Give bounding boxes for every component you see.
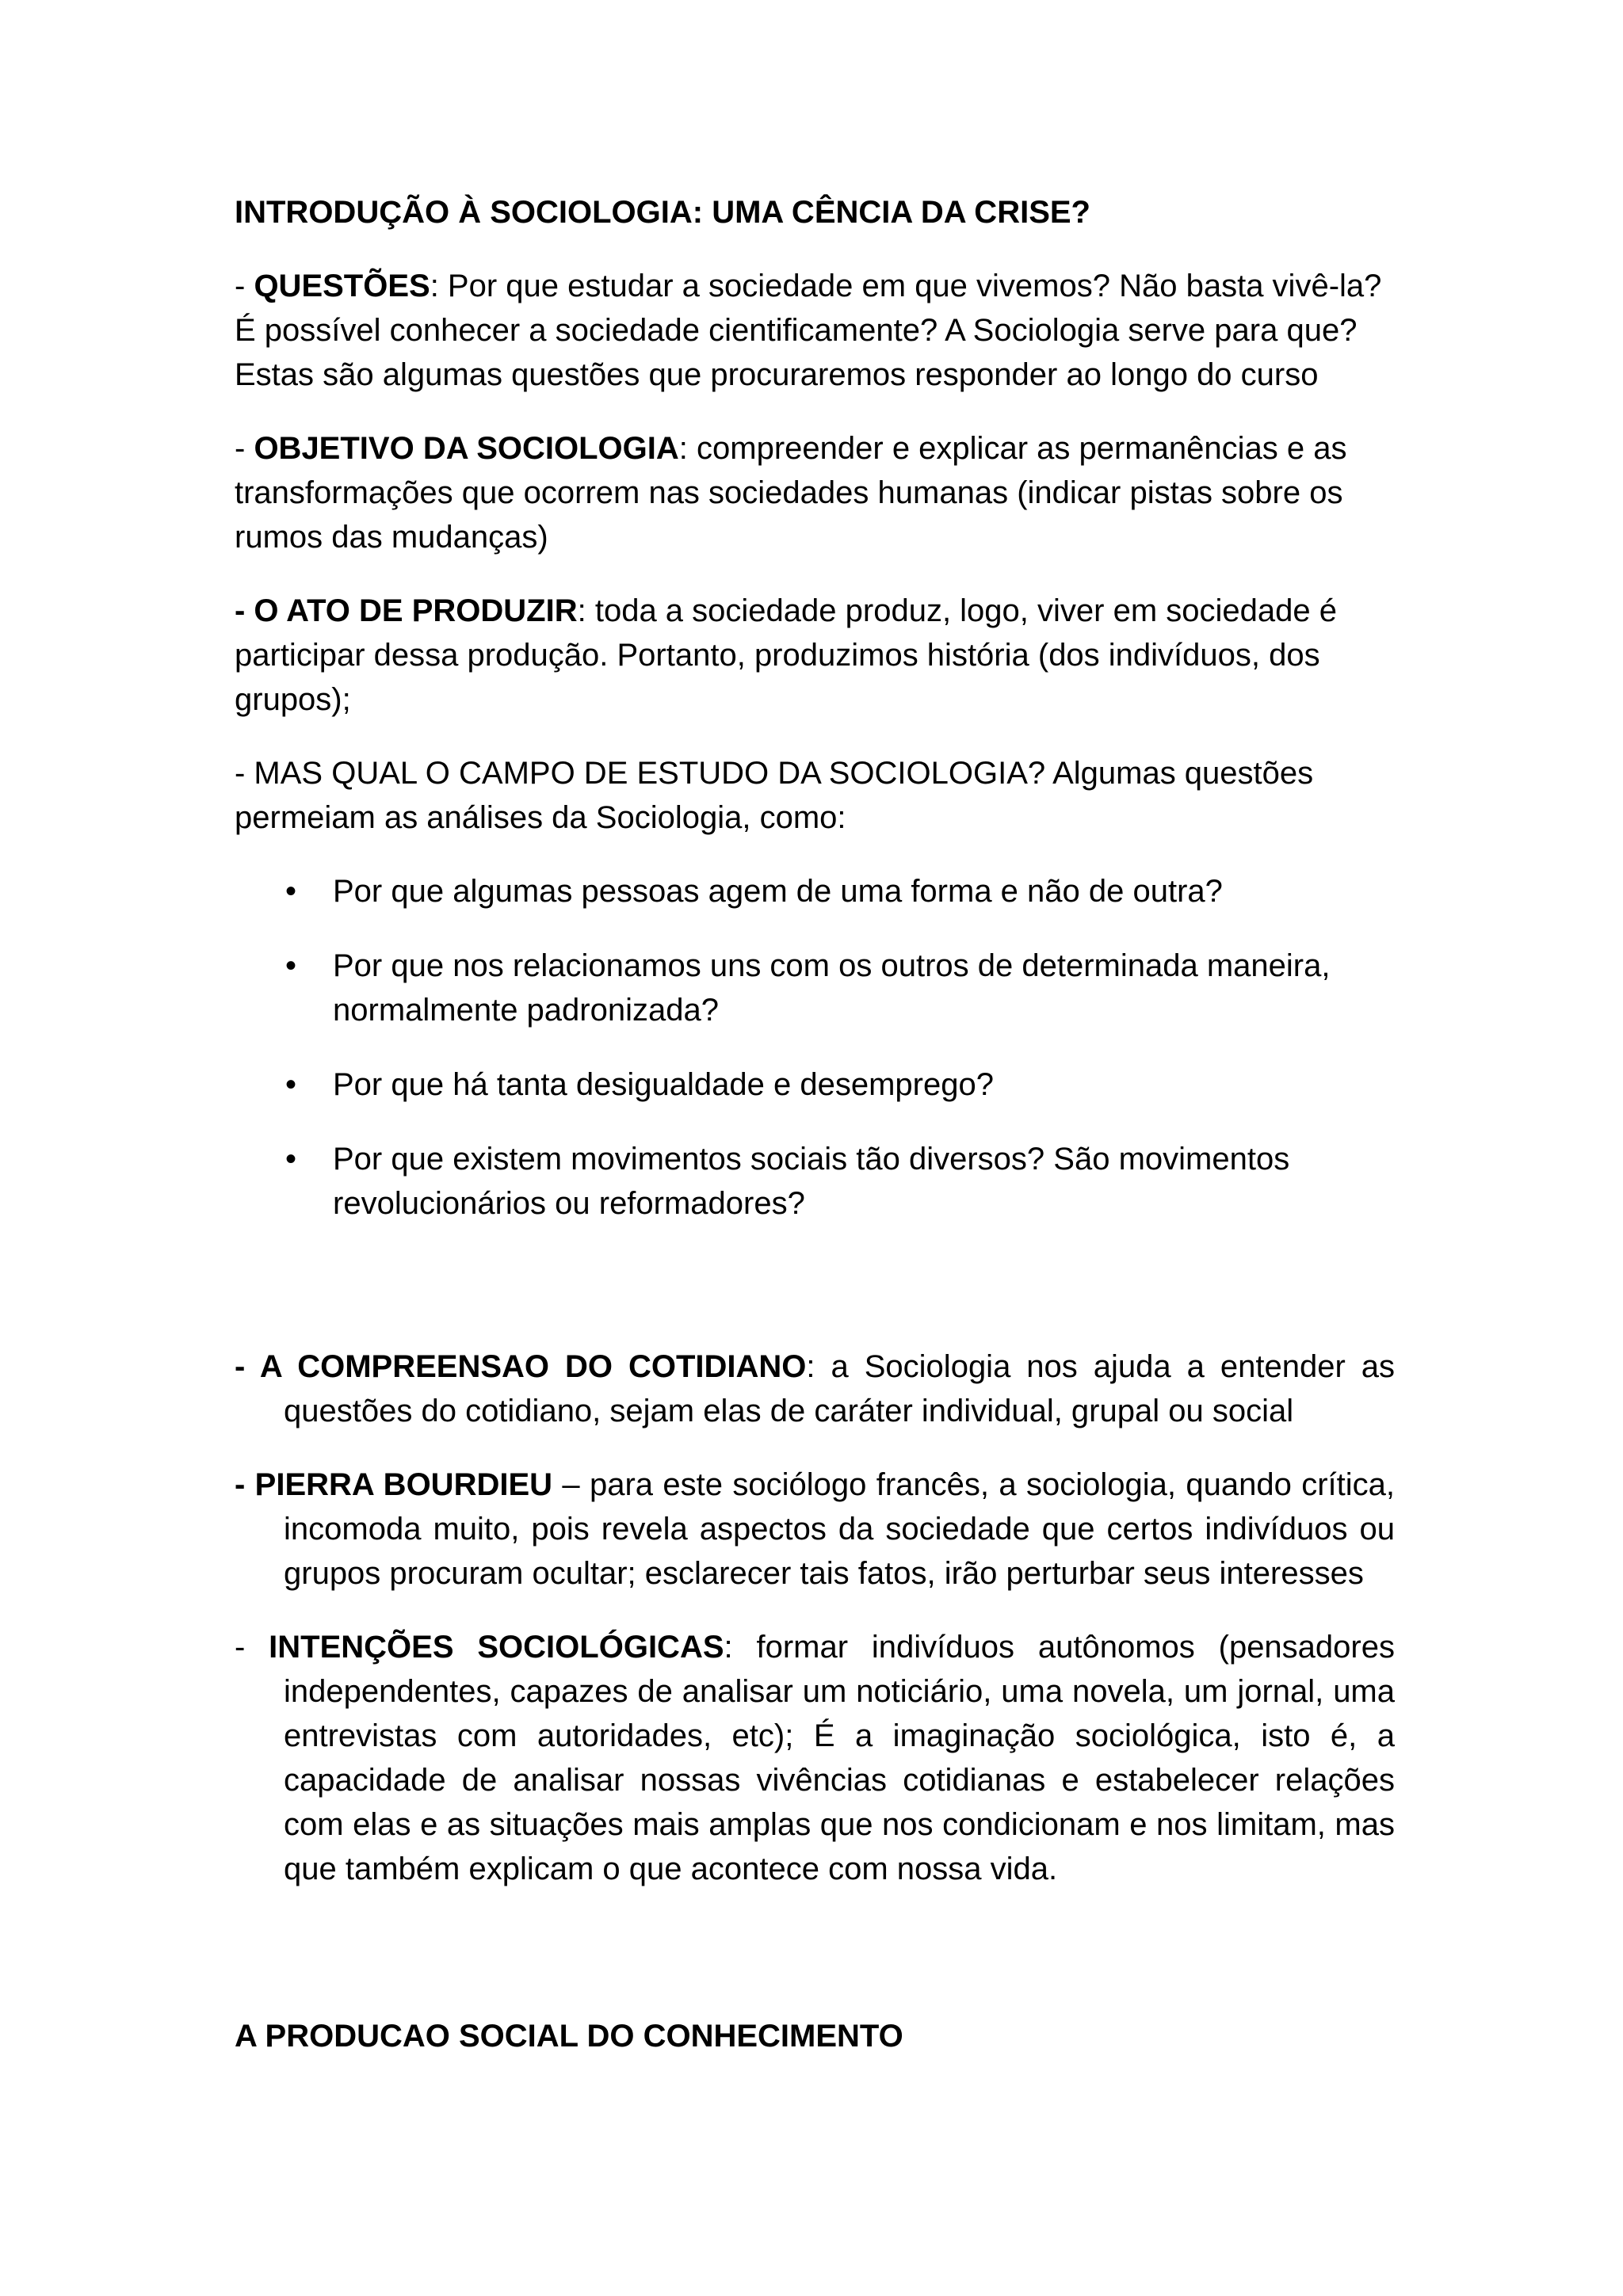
bullet-icon: • xyxy=(285,1067,297,1102)
list-item-text: Por que existem movimentos sociais tão diversos? São movimentos revolucionários ou reformadores? xyxy=(333,1142,1290,1221)
paragraph-ato-de-produzir xyxy=(235,589,1395,722)
paragraph-bourdieu xyxy=(235,1463,1395,1596)
spacer xyxy=(235,1256,1395,1344)
objetivo-prefix: - xyxy=(235,431,254,466)
spacer xyxy=(235,1920,1395,2014)
paragraph-cotidiano xyxy=(235,1344,1395,1433)
list-item-text: Por que nos relacionamos uns com os outros de determinada maneira, normalmente padronizada? xyxy=(333,948,1331,1028)
paragraph-objetivo xyxy=(235,426,1395,559)
bullet-icon: • xyxy=(285,948,297,983)
questoes-prefix: - xyxy=(235,269,254,303)
objetivo-label: OBJETIVO DA SOCIOLOGIA xyxy=(254,431,679,466)
questoes-text: : Por que estudar a sociedade em que vivemos? Não basta vivê-la? É possível conhecer a sociedade cientificamente? A Sociologia serve para que? Estas são algumas questões que procuraremos responder ao longo do curso xyxy=(235,269,1382,392)
list-item xyxy=(235,869,1395,913)
paragraph-intencoes xyxy=(235,1625,1395,1891)
questions-list xyxy=(235,869,1395,1226)
list-item xyxy=(235,944,1395,1032)
page-title: INTRODUÇÃO À SOCIOLOGIA: UMA CÊNCIA DA CRISE? xyxy=(235,195,1090,230)
intencoes-label: INTENÇÕES SOCIOLÓGICAS xyxy=(269,1630,724,1665)
objetivo-text: : compreender e explicar as permanências e as transformações que ocorrem nas sociedades humanas (indicar pistas sobre os rumos das mudanças) xyxy=(235,431,1347,555)
intencoes-text: : formar indivíduos autônomos (pensadores independentes, capazes de analisar um noticiário, uma novela, um jornal, uma entrevistas com autoridades, etc); É a imaginação sociológica, isto é, a capacidade de analisar nossas vivências cotidianas e estabelecer relações com elas e as situações mais amplas que nos condicionam e nos limitam, mas que também explicam o que acontece com nossa vida. xyxy=(284,1630,1395,1886)
ato-label: - O ATO DE PRODUZIR xyxy=(235,593,578,628)
intencoes-prefix: - xyxy=(235,1630,269,1665)
ato-text: : toda a sociedade produz, logo, viver em sociedade é participar dessa produção. Portanto, produzimos história (dos indivíduos, dos grupos); xyxy=(235,593,1337,717)
section-title: A PRODUCAO SOCIAL DO CONHECIMENTO xyxy=(235,2019,903,2054)
campo-text: - MAS QUAL O CAMPO DE ESTUDO DA SOCIOLOGIA? Algumas questões permeiam as análises da Sociologia, como: xyxy=(235,756,1314,835)
bullet-icon: • xyxy=(285,1142,297,1177)
list-item xyxy=(235,1137,1395,1226)
bullet-icon: • xyxy=(285,874,297,909)
paragraph-campo-de-estudo xyxy=(235,751,1395,840)
cotidiano-text: : a Sociologia nos ajuda a entender as questões do cotidiano, sejam elas de caráter individual, grupal ou social xyxy=(284,1349,1395,1428)
list-item-text: Por que há tanta desigualdade e desemprego? xyxy=(333,1067,994,1102)
list-item xyxy=(235,1062,1395,1107)
list-item-text: Por que algumas pessoas agem de uma forma e não de outra? xyxy=(333,874,1223,909)
document-page xyxy=(235,190,1395,2088)
questoes-label: QUESTÕES xyxy=(254,269,430,303)
bourdieu-label: - PIERRA BOURDIEU xyxy=(235,1467,553,1502)
cotidiano-label: - A COMPREENSAO DO COTIDIANO xyxy=(235,1349,807,1384)
bourdieu-text: – para este sociólogo francês, a sociologia, quando crítica, incomoda muito, pois revela aspectos da sociedade que certos indivíduos ou grupos procuram ocultar; esclarecer tais fatos, irão perturbar seus interesses xyxy=(284,1467,1395,1591)
paragraph-questoes xyxy=(235,264,1395,397)
